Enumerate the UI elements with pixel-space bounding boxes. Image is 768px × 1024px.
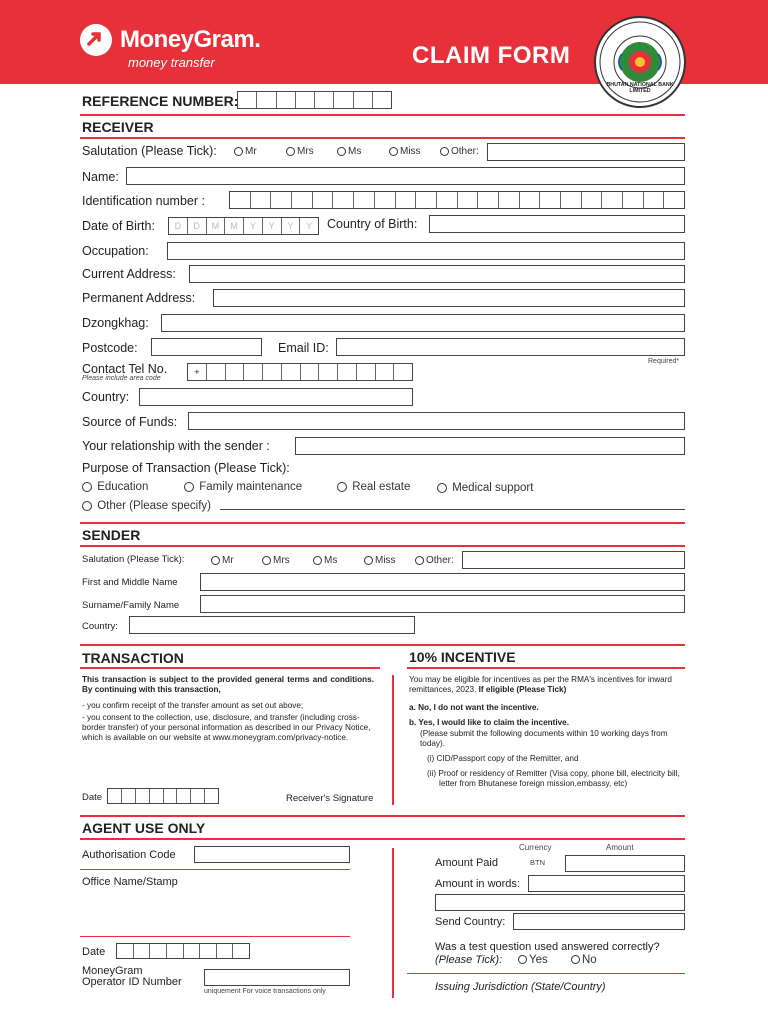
receiver-relationship-label: Your relationship with the sender : [82, 439, 270, 453]
incentive-option-a[interactable]: a. No, I do not want the incentive. [409, 703, 539, 712]
receiver-salutation-label: Salutation (Please Tick): [82, 144, 217, 158]
brand-tagline: money transfer [128, 55, 215, 70]
receiver-salutation-mrs[interactable]: Mrs [286, 146, 314, 157]
divider [80, 869, 350, 870]
divider [80, 644, 685, 646]
receiver-salutation-ms[interactable]: Ms [337, 146, 361, 157]
column-divider [392, 848, 394, 998]
receiver-postcode-label: Postcode: [82, 341, 138, 355]
operator-id-input[interactable] [204, 969, 350, 986]
operator-note: uniquement For voice transactions only [204, 988, 326, 995]
transaction-bullet-1: - you confirm receipt of the transfer amount as set out above; [82, 701, 304, 710]
sender-first-name-input[interactable] [200, 573, 685, 591]
form-title: CLAIM FORM [412, 42, 571, 69]
receiver-purpose-label: Purpose of Transaction (Please Tick): [82, 461, 290, 475]
divider [80, 522, 685, 524]
receiver-name-label: Name: [82, 170, 119, 184]
receiver-country-input[interactable] [139, 388, 413, 406]
receiver-id-input[interactable] [229, 191, 685, 209]
auth-code-label: Authorisation Code [82, 849, 176, 861]
receiver-email-label: Email ID: [278, 341, 329, 355]
receiver-dob-input[interactable]: D D M M Y Y Y Y [168, 217, 319, 235]
incentive-section-title: 10% INCENTIVE [409, 649, 516, 665]
receiver-postcode-input[interactable] [151, 338, 262, 356]
receiver-id-label: Identification number : [82, 194, 205, 208]
amount-header: Amount [606, 843, 634, 852]
divider [80, 667, 380, 669]
divider [80, 838, 685, 840]
receiver-current-address-label: Current Address: [82, 267, 176, 281]
receiver-contact-input[interactable]: + [187, 363, 413, 381]
column-divider [392, 675, 394, 805]
receiver-occupation-input[interactable] [167, 242, 685, 260]
divider [80, 815, 685, 817]
receiver-dzongkhag-label: Dzongkhag: [82, 316, 149, 330]
jurisdiction-label: Issuing Jurisdiction (State/Country) [435, 981, 606, 993]
purpose-education[interactable]: Education [82, 481, 148, 493]
divider [80, 936, 350, 937]
purpose-family-maintenance[interactable]: Family maintenance [184, 481, 302, 493]
incentive-doc-1: (i) CID/Passport copy of the Remitter, and [427, 754, 579, 763]
incentive-intro: You may be eligible for incentives as per the RMA's incentives for inward remittances, 2023. If eligible (Please Tick) [409, 675, 672, 694]
sender-country-input[interactable] [129, 616, 415, 634]
receiver-salutation-other[interactable]: Other: [440, 146, 479, 157]
currency-header: Currency [519, 843, 552, 852]
purpose-real-estate[interactable]: Real estate [337, 481, 410, 493]
sender-surname-input[interactable] [200, 595, 685, 613]
amount-words-label: Amount in words: [435, 878, 520, 890]
receiver-country-birth-input[interactable] [429, 215, 685, 233]
transaction-date-input[interactable] [107, 788, 219, 804]
receiver-dzongkhag-input[interactable] [161, 314, 685, 332]
receiver-signature-label: Receiver's Signature [286, 793, 374, 804]
receiver-occupation-label: Occupation: [82, 244, 149, 258]
receiver-current-address-input[interactable] [189, 265, 685, 283]
incentive-option-b[interactable]: b. Yes, I would like to claim the incentive. [409, 718, 570, 727]
divider [407, 667, 685, 669]
sender-country-label: Country: [82, 621, 118, 632]
transaction-section-title: TRANSACTION [82, 650, 184, 666]
divider [80, 545, 685, 547]
receiver-source-input[interactable] [188, 412, 685, 430]
receiver-contact-note: Please include area code [82, 375, 161, 382]
auth-code-input[interactable] [194, 846, 350, 863]
reference-number-label: REFERENCE NUMBER: [82, 93, 239, 109]
transaction-bullet-2: - you consent to the collection, use, disclosure, and transfer (including cross-border transfer) of your personal information as described in our Privacy Notice, which is available on our website at www.moneygram.com/privacy-notice. [82, 713, 371, 742]
seal-text: BHUTAN NATIONAL BANK LIMITED [606, 82, 674, 94]
please-tick-label: (Please Tick): [435, 954, 503, 966]
transaction-date-label: Date [82, 792, 103, 803]
transaction-terms: This transaction is subject to the provided general terms and conditions. By continuing with this transaction, [82, 675, 374, 694]
sender-salutation-other[interactable]: Other: [415, 555, 454, 566]
reference-number-input[interactable] [237, 91, 392, 109]
bank-seal-icon [594, 16, 686, 108]
test-question-no[interactable]: No [571, 954, 597, 966]
receiver-permanent-address-input[interactable] [213, 289, 685, 307]
sender-salutation-mrs[interactable]: Mrs [262, 555, 290, 566]
receiver-dob-label: Date of Birth: [82, 219, 155, 233]
receiver-country-birth-label: Country of Birth: [327, 217, 418, 231]
test-question-yes[interactable]: Yes [518, 954, 548, 966]
receiver-country-label: Country: [82, 390, 130, 404]
required-note: Required* [648, 358, 680, 365]
divider [80, 137, 685, 139]
send-country-input[interactable] [513, 913, 685, 930]
test-question-label: Was a test question used answered correctly? [435, 941, 660, 953]
sender-salutation-mr[interactable]: Mr [211, 555, 234, 566]
moneygram-logo-icon [80, 24, 112, 56]
agent-date-label: Date [82, 946, 106, 958]
sender-salutation-miss[interactable]: Miss [364, 555, 396, 566]
receiver-permanent-address-label: Permanent Address: [82, 291, 196, 305]
receiver-contact-label: Contact Tel No. [82, 362, 168, 376]
divider [407, 973, 685, 974]
office-stamp-label: Office Name/Stamp [82, 876, 178, 888]
send-country-label: Send Country: [435, 916, 506, 928]
receiver-relationship-input[interactable] [295, 437, 685, 455]
brand-name: MoneyGram. [120, 26, 261, 53]
amount-words-input[interactable] [528, 875, 685, 892]
amount-paid-label: Amount Paid [435, 857, 498, 869]
sender-first-name-label: First and Middle Name [82, 577, 178, 588]
amount-paid-input[interactable] [565, 855, 685, 872]
receiver-name-input[interactable] [126, 167, 685, 185]
sender-salutation-ms[interactable]: Ms [313, 555, 337, 566]
purpose-other[interactable]: Other (Please specify) [82, 500, 211, 512]
agent-date-input[interactable] [116, 943, 250, 959]
operator-label-1: MoneyGram [82, 965, 143, 977]
sender-salutation-label: Salutation (Please Tick): [82, 554, 185, 565]
currency-value: BTN [530, 858, 545, 867]
incentive-option-b-note: (Please submit the following documents within 10 working days from today). [420, 729, 668, 748]
receiver-section-title: RECEIVER [82, 119, 154, 135]
sender-surname-label: Surname/Family Name [82, 600, 180, 611]
agent-section-title: AGENT USE ONLY [82, 820, 206, 836]
incentive-doc-2: (ii) Proof or residency of Remitter (Visa copy, phone bill, electricity bill, letter from Bhutanese foreign mission,embassy, etc) [427, 769, 680, 788]
purpose-medical-support[interactable]: Medical support [437, 482, 533, 494]
receiver-salutation-other-input[interactable] [487, 143, 685, 161]
purpose-other-input[interactable] [220, 509, 685, 510]
operator-label-2: Operator ID Number [82, 976, 182, 988]
sender-salutation-other-input[interactable] [462, 551, 685, 569]
receiver-salutation-mr[interactable]: Mr [234, 146, 257, 157]
receiver-source-label: Source of Funds: [82, 415, 178, 429]
sender-section-title: SENDER [82, 527, 141, 543]
receiver-salutation-miss[interactable]: Miss [389, 146, 421, 157]
divider [80, 114, 685, 116]
receiver-email-input[interactable] [336, 338, 685, 356]
amount-words-input-line-2[interactable] [435, 894, 685, 911]
